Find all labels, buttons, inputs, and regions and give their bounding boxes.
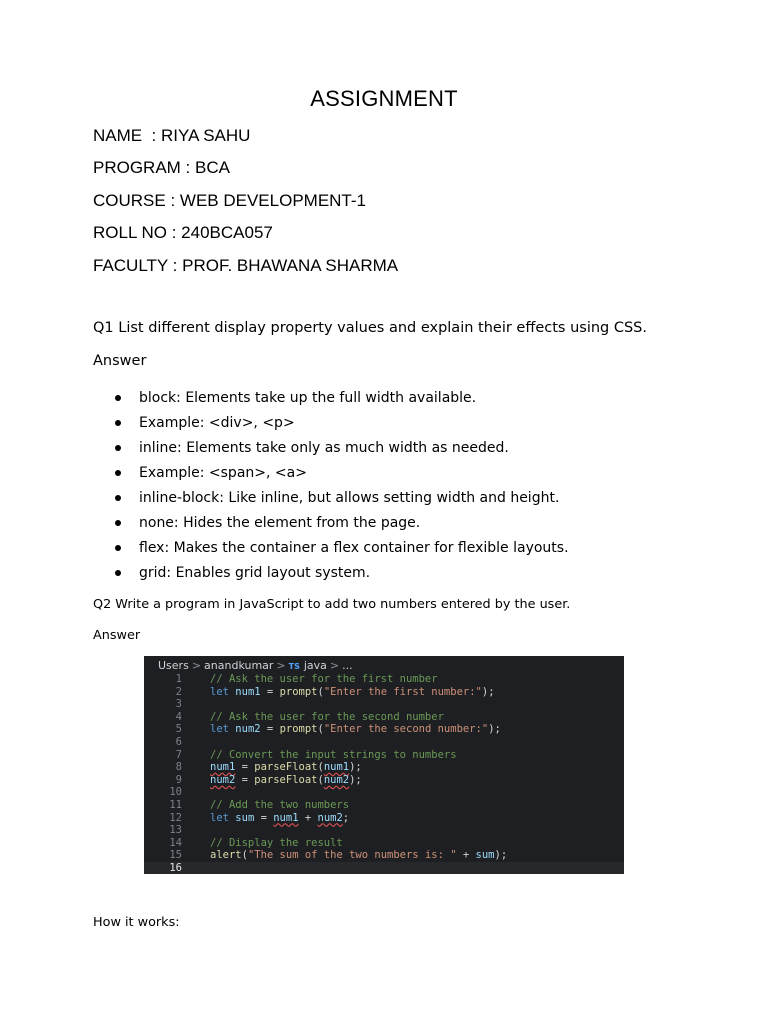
line-number: 10 (169, 786, 182, 799)
display-values-list (93, 386, 569, 586)
breadcrumb-user: anandkumar (204, 659, 274, 672)
code-line: 5 let num2 = prompt("Enter the second number:"); (144, 723, 624, 736)
line-number: 6 (175, 735, 182, 748)
code-line: 9 num2 = parseFloat(num2); (144, 774, 624, 787)
page-title: ASSIGNMENT (310, 86, 458, 111)
line-number: 1 (175, 673, 182, 685)
code-line: 15 alert("The sum of the two numbers is: " + sum); (144, 849, 624, 862)
list-item: block: Elements take up the full width available. (93, 386, 569, 411)
student-name: NAME : RIYA SAHU (93, 126, 251, 145)
code-line: 14 // Display the result (144, 837, 624, 850)
line-number: 2 (175, 685, 182, 698)
list-item: inline: Elements take only as much width as needed. (93, 436, 569, 461)
editor-breadcrumb (158, 658, 353, 674)
breadcrumb-more: ... (342, 659, 353, 672)
code-screenshot (144, 656, 624, 874)
code-lines (144, 673, 624, 874)
line-number: 14 (169, 836, 182, 849)
question-2: Q2 Write a program in JavaScript to add two numbers entered by the user. (93, 597, 571, 612)
student-program: PROGRAM : BCA (93, 158, 230, 177)
line-number: 4 (175, 710, 182, 723)
answer-2-label: Answer (93, 628, 141, 643)
how-it-works-heading: How it works: (93, 915, 180, 930)
code-line (144, 824, 624, 837)
code-line: 7 // Convert the input strings to numbers (144, 749, 624, 762)
list-item: Example: <span>, <a> (93, 461, 569, 486)
student-roll-no: ROLL NO : 240BCA057 (93, 223, 273, 242)
breadcrumb-users: Users (158, 659, 189, 672)
code-line: 4 // Ask the user for the second number (144, 711, 624, 724)
line-number: 15 (169, 849, 182, 862)
breadcrumb-folder: java (303, 659, 327, 672)
breadcrumb-chevron-icon: > (276, 659, 286, 672)
code-line-active (144, 862, 624, 874)
code-line (144, 736, 624, 749)
line-number: 12 (169, 811, 182, 824)
student-faculty: FACULTY : PROF. BHAWANA SHARMA (93, 256, 399, 275)
list-item: flex: Makes the container a flex container for flexible layouts. (93, 536, 569, 561)
line-number: 5 (175, 723, 182, 736)
question-1: Q1 List different display property values and explain their effects using CSS. (93, 320, 647, 336)
code-line: 12 let sum = num1 + num2; (144, 812, 624, 825)
list-item: inline-block: Like inline, but allows setting width and height. (93, 486, 569, 511)
breadcrumb-chevron-icon: > (329, 659, 340, 672)
code-line: 2 let num1 = prompt("Enter the first number:"); (144, 686, 624, 699)
line-number: 16 (169, 861, 182, 874)
code-line: 8 num1 = parseFloat(num1); (144, 761, 624, 774)
student-course: COURSE : WEB DEVELOPMENT-1 (93, 191, 366, 210)
code-line: 11 // Add the two numbers (144, 799, 624, 812)
list-item: grid: Enables grid layout system. (93, 561, 569, 586)
line-number: 3 (175, 698, 182, 711)
code-line (144, 786, 624, 799)
line-number: 13 (169, 824, 182, 837)
line-number: 7 (175, 748, 182, 761)
code-line: 1 // Ask the user for the first number (144, 673, 624, 686)
line-number: 9 (175, 773, 182, 786)
typescript-file-icon: TS (288, 662, 300, 671)
list-item: Example: <div>, <p> (93, 411, 569, 436)
code-line (144, 698, 624, 711)
breadcrumb-chevron-icon: > (191, 659, 202, 672)
line-number: 8 (175, 761, 182, 774)
answer-1-label: Answer (93, 353, 147, 369)
list-item: none: Hides the element from the page. (93, 511, 569, 536)
line-number: 11 (169, 798, 182, 811)
